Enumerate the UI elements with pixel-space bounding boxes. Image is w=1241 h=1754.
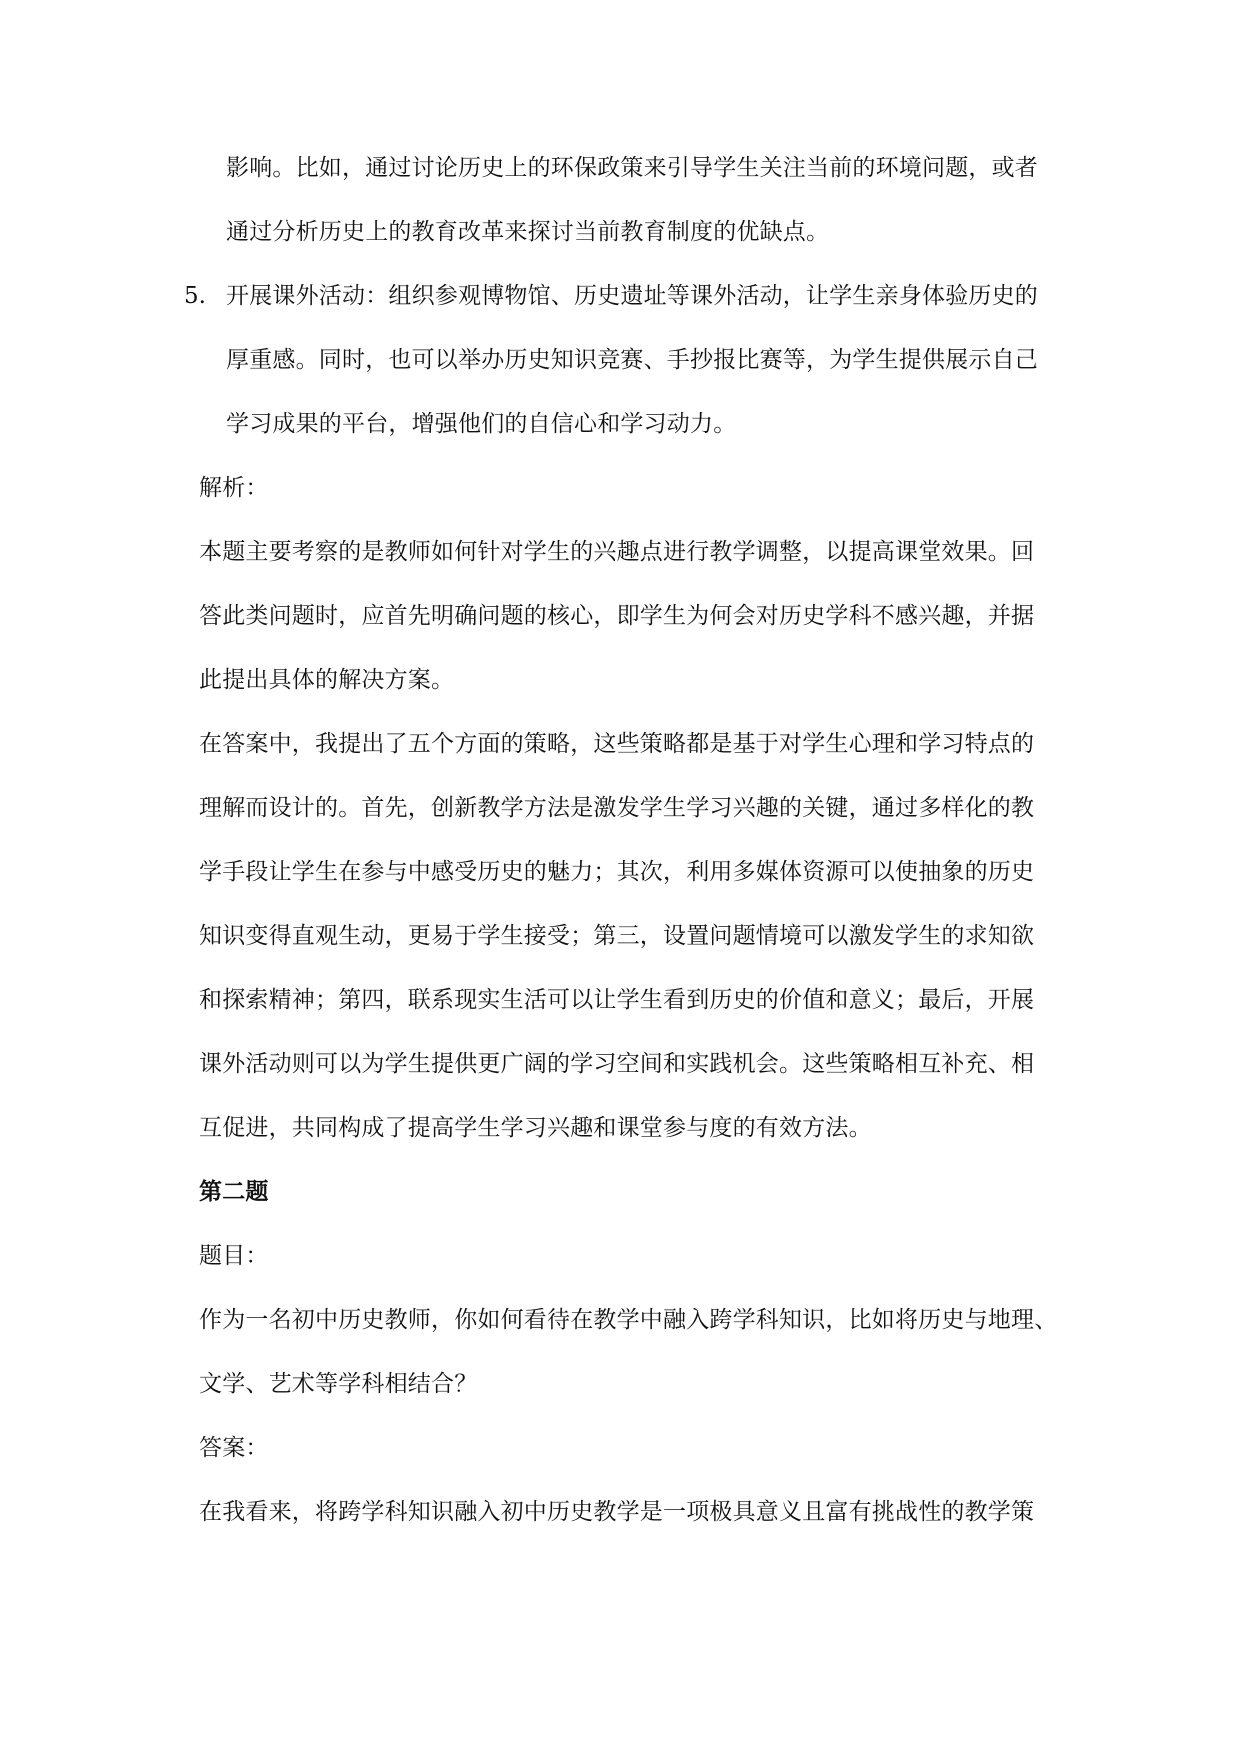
item5-line-3: 学习成果的平台，增强他们的自信心和学习动力。 — [226, 411, 737, 437]
analysis-para2-line-3: 学手段让学生在参与中感受历史的魅力；其次，利用多媒体资源可以使抽象的历史 — [199, 859, 1035, 885]
question-line-1: 作为一名初中历史教师，你如何看待在教学中融入跨学科知识，比如将历史与地理、 — [199, 1307, 1058, 1333]
answer-label: 答案： — [199, 1435, 269, 1461]
question-label: 题目： — [199, 1243, 269, 1269]
item4-line-1: 影响。比如，通过讨论历史上的环保政策来引导学生关注当前的环境问题，或者 — [226, 155, 1038, 181]
analysis-para2-line-7: 互促进，共同构成了提高学生学习兴趣和课堂参与度的有效方法。 — [199, 1115, 872, 1141]
analysis-label: 解析： — [199, 475, 269, 501]
question-line-2: 文学、艺术等学科相结合？ — [199, 1371, 478, 1397]
analysis-para1-line-1: 本题主要考察的是教师如何针对学生的兴趣点进行教学调整，以提高课堂效果。回 — [199, 539, 1035, 565]
list-number-5: 5. — [184, 283, 206, 309]
analysis-para2-line-6: 课外活动则可以为学生提供更广阔的学习空间和实践机会。这些策略相互补充、相 — [199, 1051, 1035, 1077]
section-heading: 第二题 — [199, 1178, 269, 1205]
analysis-para2-line-4: 知识变得直观生动，更易于学生接受；第三，设置问题情境可以激发学生的求知欲 — [199, 923, 1035, 949]
answer-line-1: 在我看来，将跨学科知识融入初中历史教学是一项极具意义且富有挑战性的教学策 — [199, 1499, 1035, 1525]
item4-line-2: 通过分析历史上的教育改革来探讨当前教育制度的优缺点。 — [226, 219, 830, 245]
item5-line-1: 开展课外活动：组织参观博物馆、历史遗址等课外活动，让学生亲身体验历史的 — [226, 283, 1038, 309]
analysis-para1-line-3: 此提出具体的解决方案。 — [199, 667, 455, 693]
analysis-para2-line-5: 和探索精神；第四，联系现实生活可以让学生看到历史的价值和意义；最后，开展 — [199, 987, 1035, 1013]
item5-line-2: 厚重感。同时，也可以举办历史知识竞赛、手抄报比赛等，为学生提供展示自己 — [226, 347, 1038, 373]
analysis-para2-line-1: 在答案中，我提出了五个方面的策略，这些策略都是基于对学生心理和学习特点的 — [199, 731, 1035, 757]
analysis-para1-line-2: 答此类问题时，应首先明确问题的核心，即学生为何会对历史学科不感兴趣，并据 — [199, 603, 1035, 629]
analysis-para2-line-2: 理解而设计的。首先，创新教学方法是激发学生学习兴趣的关键，通过多样化的教 — [199, 795, 1035, 821]
